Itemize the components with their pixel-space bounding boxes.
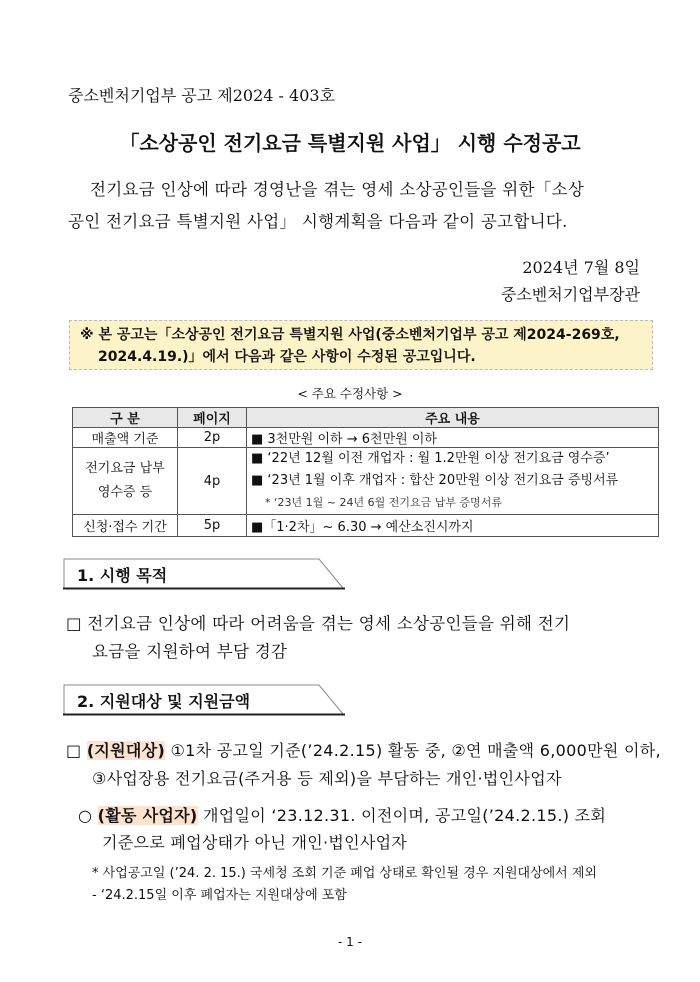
purpose-line-2: 요금을 지원하여 부담 경감 [92,642,288,661]
intro-line-2: 공인 전기요금 특별지원 사업」 시행계획을 다음과 같이 공고합니다. [68,212,568,231]
purpose-line-1: □ 전기요금 인상에 따라 어려움을 겪는 영세 소상공인들을 위해 전기 [66,614,571,633]
table-header-row [73,408,659,428]
section-header-1 [63,558,343,588]
target-line-1: □ (지원대상) ①1차 공고일 기준(’24.2.15) 활동 중, ②연 매출액 6,000만원 이하, [66,741,661,760]
section-header-2 [63,684,343,714]
table-row [73,515,659,537]
footnote-2: - ‘24.2.15일 이후 폐업자는 지원대상에 포함 [92,888,347,903]
table-caption: < 주요 수정사항 > [297,386,403,401]
section-title: 1. 시행 목적 [77,566,168,585]
header-category: 구 분 [73,408,178,428]
table-row [73,448,659,515]
row-note: * ‘23년 1월 ~ 24년 6월 전기요금 납부 증명서류 [265,496,502,509]
header-content: 주요 내용 [247,408,659,428]
notice-box-line-2: 2024.4.19.)」에서 다음과 같은 사항이 수정된 공고입니다. [98,349,476,365]
row-item: ■ ‘23년 1월 이후 개업자 : 합산 20만원 이상 전기요금 증빙서류 [251,473,619,488]
target-label: (지원대상) [86,741,166,760]
row-page: 2p [178,428,247,448]
active-line-1: ○ (활동 사업자) 개업일이 ‘23.12.31. 이전이며, 공고일(’24.2.15.) 조회 [78,806,607,825]
changes-table [72,407,659,537]
row-content: ■ 3천만원 이하 → 6천만원 이하 [247,428,659,448]
active-label: (활동 사업자) [97,806,198,825]
table-row [73,428,659,448]
active-text: 개업일이 ‘23.12.31. 이전이며, 공고일(’24.2.15.) 조회 [202,806,607,825]
footnote-1: * 사업공고일 (’24. 2. 15.) 국세청 조회 기준 폐업 상태로 확인될 경우 지원대상에서 제외 [92,866,597,881]
intro-line-1: 전기요금 인상에 따라 경영난을 겪는 영세 소상공인들을 위한「소상 [90,180,585,199]
page-number: - 1 - [338,935,362,949]
notice-box-line-1: ※ 본 공고는「소상공인 전기요금 특별지원 사업(중소벤처기업부 공고 제2024-269호, [80,327,620,343]
row-category: 매출액 기준 [73,428,178,448]
row-page: 5p [178,515,247,537]
notice-box [69,320,653,370]
row-category: 신청·접수 기간 [73,515,178,537]
row-content: ■「1·2차」~ 6.30 → 예산소진시까지 [247,515,659,537]
section-title: 2. 지원대상 및 지원금액 [77,692,251,711]
notice-number: 중소벤처기업부 공고 제2024 - 403호 [68,86,336,105]
target-line-2: ③사업장용 전기요금(주거용 등 제외)을 부담하는 개인·법인사업자 [92,769,562,788]
target-text: ①1차 공고일 기준(’24.2.15) 활동 중, ②연 매출액 6,000만원 이하, [170,741,661,760]
row-page: 4p [178,448,247,515]
row-category: 전기요금 납부 영수증 등 [73,448,178,515]
signatory: 중소벤처기업부장관 [500,285,640,304]
announcement-date: 2024년 7월 8일 [522,258,640,277]
page-title: 「소상공인 전기요금 특별지원 사업」 시행 수정공고 [119,131,581,155]
header-page: 페이지 [178,408,247,428]
row-item: ■ ‘22년 12월 이전 개업자 : 월 1.2만원 이상 전기요금 영수증’ [251,451,610,466]
active-line-2: 기준으로 폐업상태가 아닌 개인·법인사업자 [102,833,408,852]
